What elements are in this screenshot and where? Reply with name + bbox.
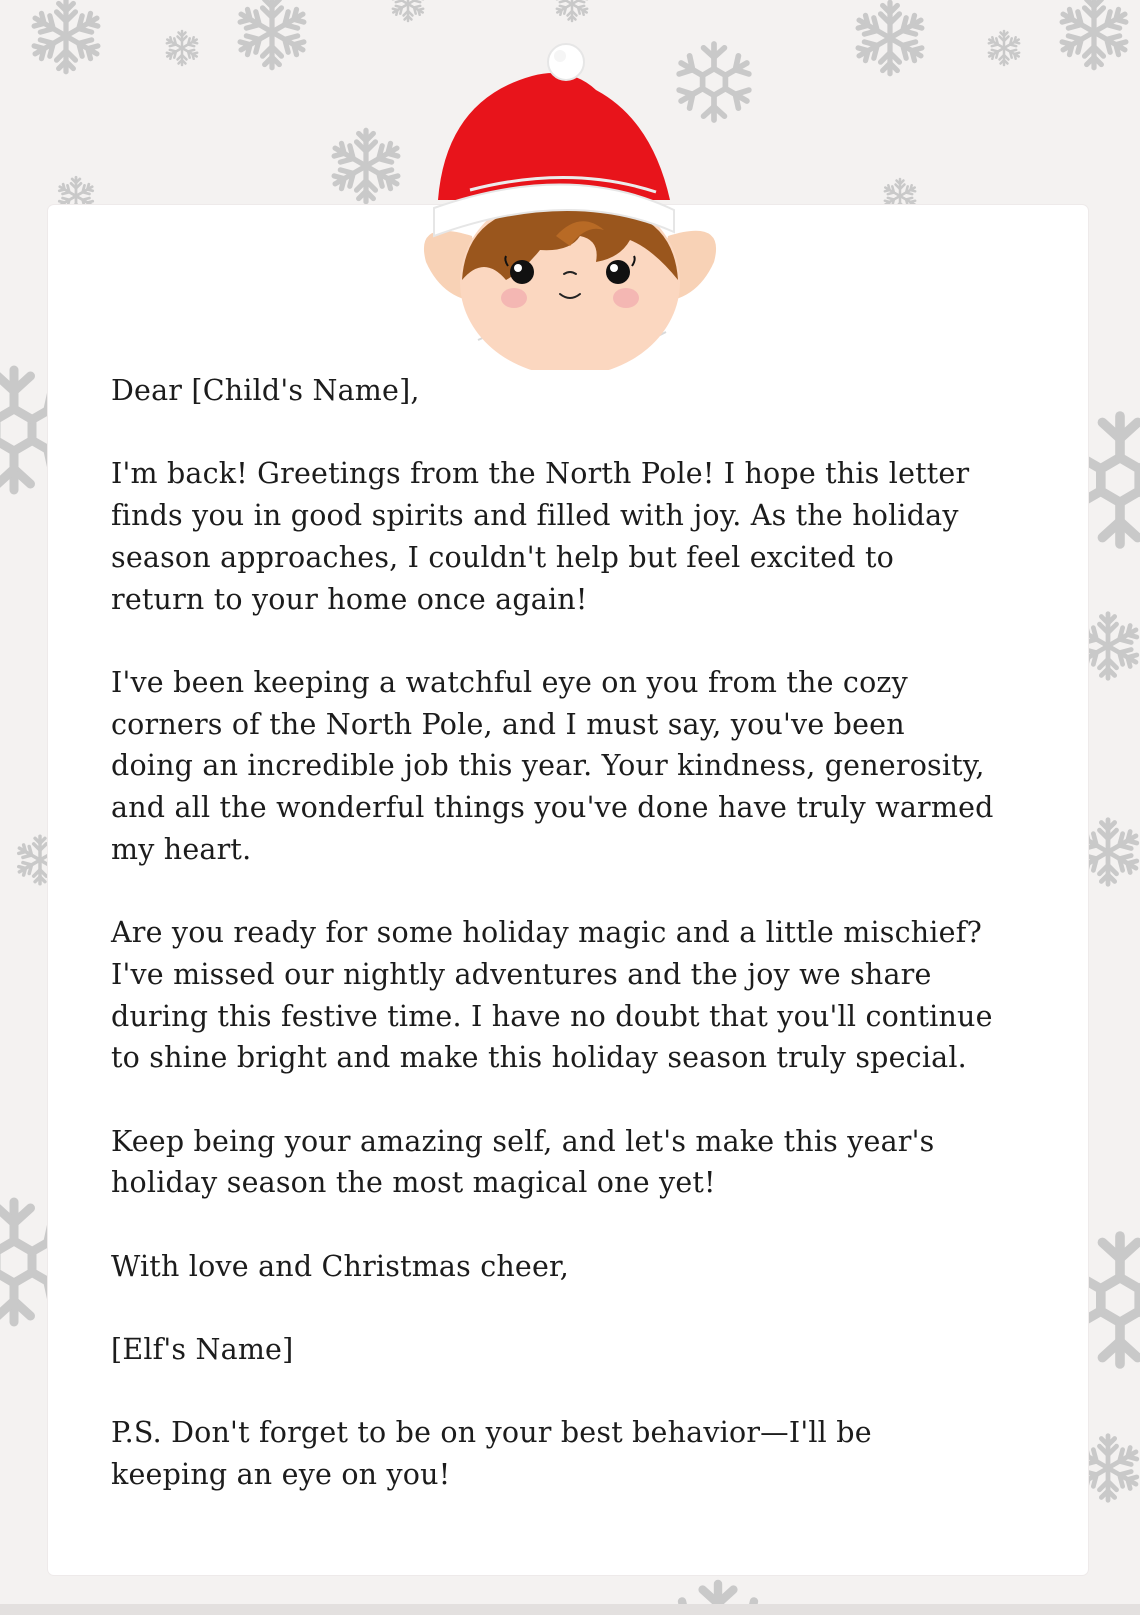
elf-face-icon bbox=[420, 40, 720, 370]
snowflake-icon bbox=[330, 130, 401, 201]
snowflake-icon bbox=[987, 31, 1021, 65]
snowflake-icon bbox=[236, 0, 307, 68]
snowflake-icon bbox=[1058, 0, 1129, 68]
snowflake-icon bbox=[854, 2, 925, 73]
bottom-strip bbox=[0, 1604, 1140, 1615]
letter-paragraph: Keep being your amazing self, and let's make this year's holiday season the most magical one yet! bbox=[111, 1124, 935, 1200]
letter-paragraph: I'm back! Greetings from the North Pole! I hope this letter finds you in good spirits and filled with joy. As the holiday season approaches, I couldn't help but feel excited to return to your home once again! bbox=[111, 457, 970, 616]
letter-paragraph: Are you ready for some holiday magic and a little mischief? I've missed our nightly adventures and the joy we share during this festive time. I have no doubt that you'll continue to shine bright and make this holiday season truly special. bbox=[111, 916, 993, 1075]
snowflake-icon bbox=[555, 0, 589, 21]
letter-paragraph: I've been keeping a watchful eye on you from the cozy corners of the North Pole, and I must say, you've been doing an incredible job this year. Your kindness, generosity, and all the wonderful things you've done have truly warmed my heart. bbox=[111, 665, 994, 866]
letter-closing: With love and Christmas cheer, bbox=[111, 1249, 570, 1283]
letter-body bbox=[111, 370, 1051, 1538]
snowflake-icon bbox=[165, 31, 199, 65]
snowflake-icon bbox=[30, 0, 101, 71]
snowflake-icon bbox=[391, 0, 425, 21]
letter-signature: [Elf's Name] bbox=[111, 1333, 294, 1367]
letter-postscript: P.S. Don't forget to be on your best behavior—I'll be keeping an eye on you! bbox=[111, 1416, 872, 1492]
letter-greeting: Dear [Child's Name], bbox=[111, 374, 420, 407]
